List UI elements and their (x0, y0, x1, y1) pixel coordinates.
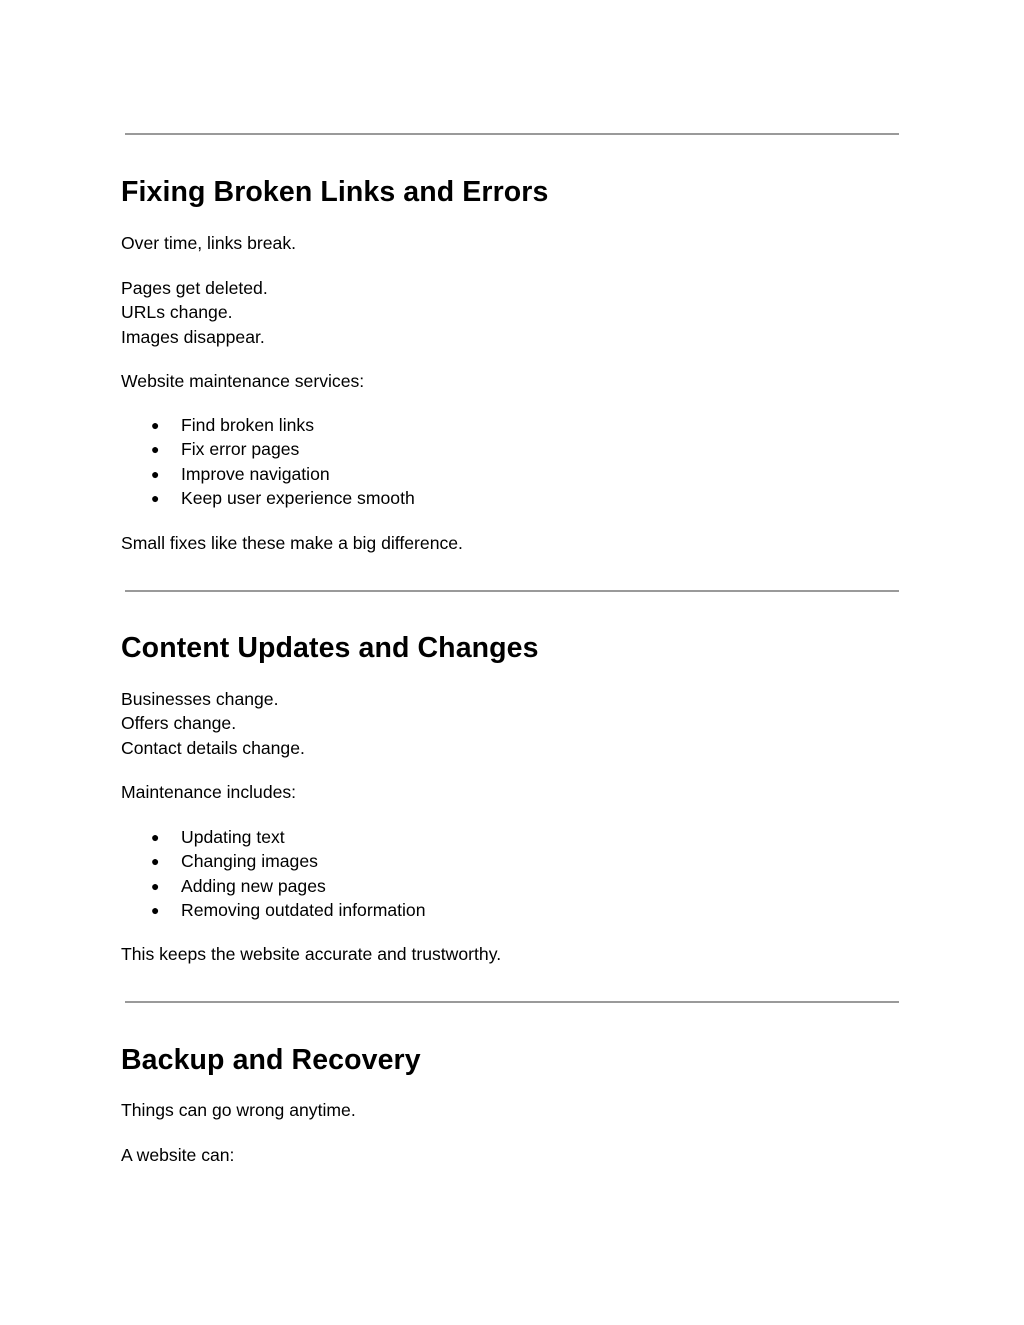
paragraph-line: Businesses change. (121, 689, 279, 709)
bullet-icon: ● (151, 829, 160, 845)
bullet-list (121, 413, 415, 511)
list-item-text: Removing outdated information (181, 900, 426, 921)
section-heading: Content Updates and Changes (121, 632, 539, 664)
section-heading: Backup and Recovery (121, 1044, 421, 1076)
bullet-icon: ● (151, 465, 160, 482)
section-divider (125, 590, 899, 592)
list-item-text: Changing images (181, 851, 318, 872)
list-item (121, 898, 426, 922)
list-item (121, 437, 415, 461)
paragraph: Over time, links break. (121, 233, 297, 253)
list-item-text: Fix error pages (181, 439, 300, 460)
list-item (121, 413, 415, 437)
paragraph: Things can go wrong anytime. (121, 1100, 356, 1120)
paragraph-line: Offers change. (121, 713, 237, 733)
bullet-icon: ● (151, 441, 160, 458)
paragraph: Website maintenance services: (121, 371, 365, 391)
list-item-text: Adding new pages (181, 875, 326, 896)
paragraph: Maintenance includes: (121, 782, 297, 802)
list-item (121, 825, 426, 849)
paragraph-line: Contact details change. (121, 738, 305, 758)
bullet-icon: ● (151, 902, 160, 919)
list-item-text: Improve navigation (181, 463, 330, 484)
paragraph-line: Images disappear. (121, 327, 265, 347)
section-divider (125, 1001, 899, 1003)
bullet-icon: ● (151, 417, 160, 433)
list-item (121, 462, 415, 486)
bullet-icon: ● (151, 877, 160, 894)
closing-paragraph: This keeps the website accurate and trustworthy. (121, 944, 502, 964)
section-divider (125, 133, 899, 135)
paragraph-line: Pages get deleted. (121, 278, 268, 298)
list-item (121, 849, 426, 873)
section-heading: Fixing Broken Links and Errors (121, 176, 549, 208)
list-item-text: Find broken links (181, 415, 314, 435)
list-item-text: Updating text (181, 827, 285, 847)
bullet-list (121, 825, 426, 923)
bullet-icon: ● (151, 490, 160, 507)
list-item-text: Keep user experience smooth (181, 488, 415, 509)
list-item (121, 486, 415, 510)
bullet-icon: ● (151, 853, 160, 870)
paragraph-line: URLs change. (121, 302, 233, 322)
list-item (121, 874, 426, 898)
paragraph: A website can: (121, 1145, 235, 1165)
closing-paragraph: Small fixes like these make a big difference. (121, 533, 463, 553)
